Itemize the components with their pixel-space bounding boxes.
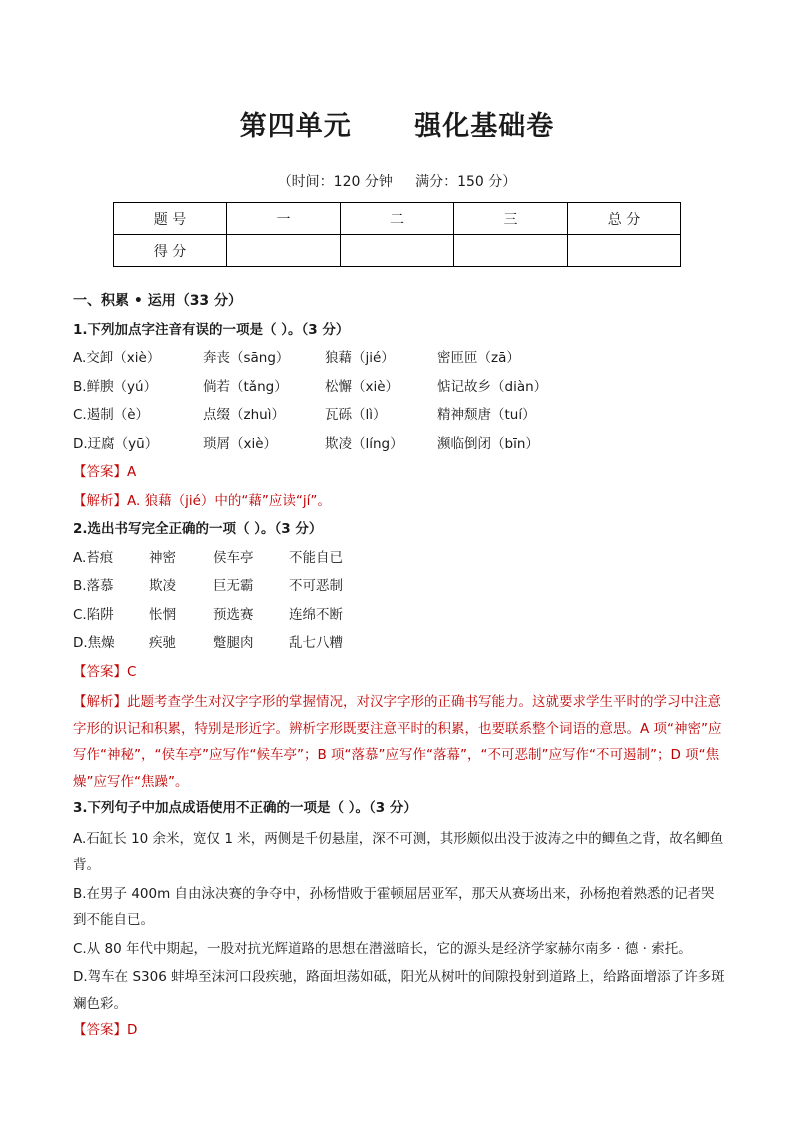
score-table-score-row: [114, 235, 681, 267]
answer-value: D: [127, 1022, 138, 1038]
option-word: B.落慕: [73, 578, 114, 594]
option-word: 乱七八糟: [289, 635, 343, 651]
score-label-cell: 得 分: [114, 235, 227, 267]
option-word: D.焦燥: [73, 635, 115, 651]
option-word: C.遏制（è）: [73, 407, 150, 423]
option-word: A.交卸（xiè）: [73, 350, 161, 366]
page-title: 第四单元 强化基础卷: [239, 111, 555, 142]
question-3-option-b: B.在男子 400m 自由泳决赛的争夺中，孙杨惜败于霍顿屈居亚军，那天从赛场出来，孙杨抱着熟悉的记者哭到不能自已。: [73, 885, 715, 928]
option-word: 巨无霸: [213, 578, 254, 594]
score-header-cell: 三: [454, 203, 568, 235]
answer-tag: 【答案】: [73, 464, 127, 480]
score-input-cell[interactable]: [227, 235, 341, 267]
score-input-cell[interactable]: [454, 235, 568, 267]
question-3-option-a: A.石缸长 10 余米，宽仅 1 米，两侧是千仞悬崖，深不可测，其形颇似出没于波涛之中的鲫鱼之背，故名鲫鱼背。: [73, 830, 724, 873]
question-1-option-d: [73, 433, 725, 462]
question-3-option-d: D.驾车在 S306 蚌埠至沫河口段疾驰，路面坦荡如砥，阳光从树叶的间隙投射到道路上，给路面增添了许多斑斓色彩。: [73, 969, 725, 1012]
option-word: B.鲜腴（yú）: [73, 378, 158, 395]
exam-info: （时间：120 分钟 满分：150 分）: [277, 174, 517, 190]
option-word: 狼藉（jié）: [325, 350, 395, 366]
answer-tag: 【答案】: [73, 1022, 127, 1038]
answer-value: C: [127, 663, 137, 680]
score-header-cell: 一: [227, 203, 341, 235]
question-2-answer: [73, 661, 725, 690]
option-word: 点缀（zhuì）: [203, 407, 285, 423]
analysis-text: 此题考查学生对汉字字形的掌握情况，对汉字字形的正确书写能力。这就要求学生平时的学习中注意字形的识记和积累，特别是形近字。辨析字形既要注意平时的积累，也要联系整个词语的意思。A 项“神密”应写作“神秘”，“侯车亭”应写作“候车亭”；B 项“落慕”应写作“落幕”，“不可恶制”应写作“不可遏制”；D 项“焦燥”应写作“焦躁”。: [73, 694, 722, 790]
option-word: 蹩腿肉: [213, 635, 254, 651]
question-2-option-b: [73, 575, 725, 604]
question-1-answer: [73, 461, 725, 490]
option-word: C.陷阱: [73, 606, 114, 623]
option-word: 惦记故乡（diàn）: [437, 378, 548, 395]
analysis-tag: 【解析】: [73, 492, 127, 509]
score-header-cell: 二: [341, 203, 454, 235]
exam-content: [73, 290, 725, 1048]
option-word: 倘若（tǎng）: [203, 378, 288, 395]
option-word: 精神颓唐（tuí）: [437, 407, 536, 423]
option-word: 瓦砾（lì）: [325, 407, 387, 423]
question-1-option-c: [73, 404, 725, 433]
option-word: 不可恶制: [289, 578, 343, 594]
question-1-option-a: [73, 347, 725, 376]
question-1-option-b: [73, 376, 725, 405]
question-1-stem: 1.下列加点字注音有误的一项是（ ）。（3 分）: [73, 321, 350, 338]
option-word: 神密: [149, 549, 176, 566]
option-word: 怅惘: [149, 606, 176, 623]
option-word: 松懈（xiè）: [325, 378, 400, 395]
question-2-option-d: [73, 632, 725, 661]
question-2-analysis: [73, 689, 725, 795]
question-2-stem: 2.选出书写完全正确的一项（ ）。（3 分）: [73, 521, 323, 537]
score-header-cell: 题 号: [114, 203, 227, 235]
question-3-answer: [73, 1019, 725, 1048]
option-word: 侯车亭: [213, 549, 254, 566]
analysis-text: A. 狼藉（jié）中的“藉”应读“jí”。: [127, 492, 331, 509]
score-header-cell: 总 分: [568, 203, 681, 235]
option-word: 预选赛: [213, 606, 254, 623]
score-table: [113, 202, 681, 267]
question-3-stem: 3.下列句子中加点成语使用不正确的一项是（ ）。（3 分）: [73, 800, 417, 816]
question-1-analysis: [73, 490, 725, 519]
option-word: 连绵不断: [289, 606, 343, 623]
score-input-cell[interactable]: [568, 235, 681, 267]
section-heading: 一、积累 • 运用（33 分）: [73, 293, 243, 309]
option-word: 不能自已: [289, 549, 343, 566]
option-word: 琐屑（xiè）: [203, 435, 278, 452]
score-table-header-row: [114, 203, 681, 235]
question-3-option-c: C.从 80 年代中期起，一股对抗光辉道路的思想在潜滋暗长，它的源头是经济学家赫尔南多 · 德 · 索托。: [73, 940, 692, 957]
answer-tag: 【答案】: [73, 663, 127, 680]
option-word: 密匝匝（zā）: [437, 350, 520, 366]
question-2-option-c: [73, 604, 725, 633]
option-word: 欺凌（líng）: [325, 435, 404, 452]
option-word: 奔丧（sāng）: [203, 350, 290, 366]
answer-value: A: [127, 464, 137, 480]
option-word: A.苔痕: [73, 549, 114, 566]
score-input-cell[interactable]: [341, 235, 454, 267]
option-word: 欺凌: [149, 578, 176, 594]
analysis-tag: 【解析】: [73, 694, 127, 710]
option-word: 濒临倒闭（bīn）: [437, 435, 539, 452]
option-word: D.迂腐（yū）: [73, 435, 159, 452]
question-2-option-a: [73, 547, 725, 576]
option-word: 疾驰: [149, 635, 176, 651]
